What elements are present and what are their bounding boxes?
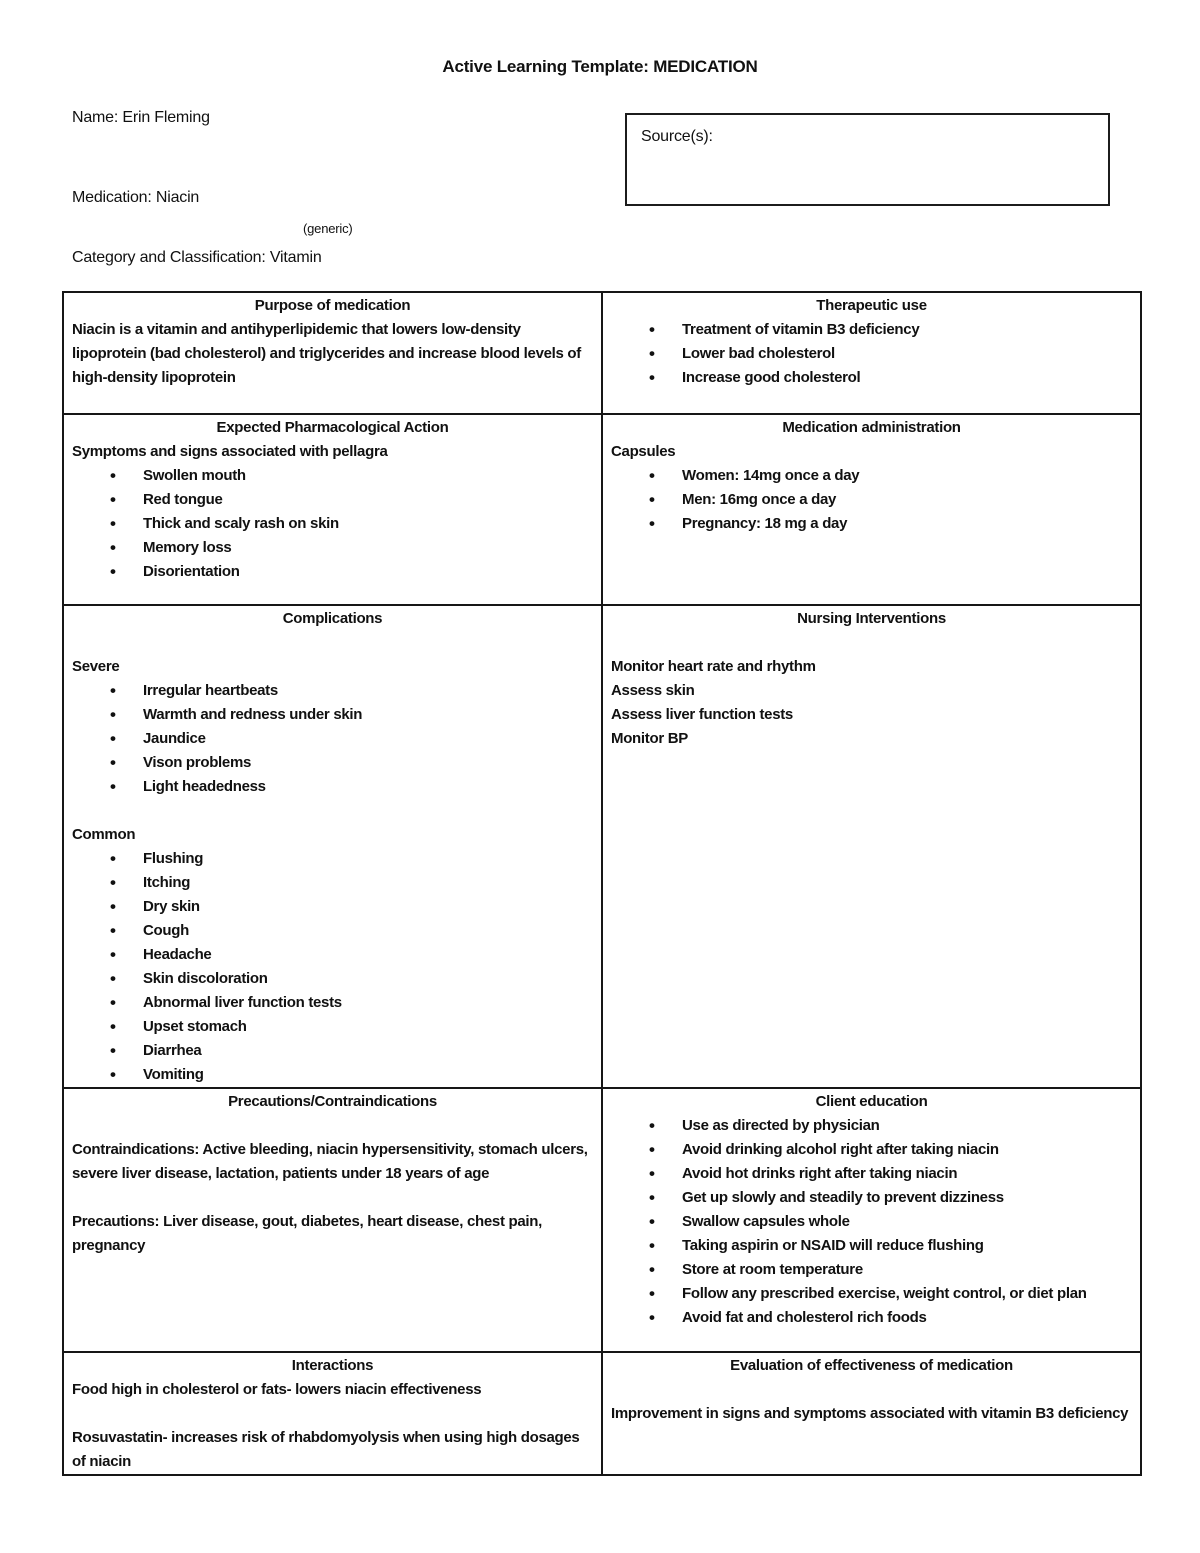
sources-box <box>625 113 1110 206</box>
precautions-contraindications-cell <box>63 1088 602 1352</box>
common-bullet-list <box>72 847 593 1087</box>
evaluation-body: Improvement in signs and symptoms associated with vitamin B3 deficiency <box>611 1405 1129 1422</box>
page-title: Active Learning Template: MEDICATION <box>442 57 758 76</box>
bullet-item: • Increase good cholesterol <box>649 366 1132 390</box>
bullet-item: • Irregular heartbeats <box>110 679 593 703</box>
precautions-heading: Precautions/Contraindications <box>228 1093 437 1110</box>
bullet-item: • Vomiting <box>110 1063 593 1087</box>
nursing-interventions-cell <box>602 605 1141 1088</box>
bullet-item: • Use as directed by physician <box>649 1114 1132 1138</box>
bullet-item: • Upset stomach <box>110 1015 593 1039</box>
pharm-action-heading: Expected Pharmacological Action <box>216 419 449 436</box>
bullet-item: • Flushing <box>110 847 593 871</box>
evaluation-cell <box>602 1352 1141 1475</box>
interactions-heading: Interactions <box>291 1357 374 1374</box>
evaluation-heading: Evaluation of effectiveness of medication <box>730 1357 1013 1374</box>
sources-label: Source(s): <box>641 128 713 145</box>
bullet-item: • Avoid drinking alcohol right after taking niacin <box>649 1138 1132 1162</box>
therapeutic-heading: Therapeutic use <box>816 297 927 314</box>
client-education-heading: Client education <box>815 1093 928 1110</box>
nursing-lines <box>611 655 1132 751</box>
common-label: Common <box>72 826 136 843</box>
bullet-item: • Vison problems <box>110 751 593 775</box>
therapeutic-use-cell <box>602 292 1141 414</box>
bullet-item: • Avoid fat and cholesterol rich foods <box>649 1306 1132 1330</box>
medication-administration-cell <box>602 414 1141 605</box>
nursing-line: Assess skin <box>611 682 695 699</box>
pharm-action-bullet-list <box>72 464 593 584</box>
bullet-item: • Follow any prescribed exercise, weight control, or diet plan <box>649 1282 1132 1306</box>
purpose-body: Niacin is a vitamin and antihyperlipidemic that lowers low-density lipoprotein (bad cholesterol) and triglycerides and increase blood levels of high-density lipoprotein <box>72 321 581 386</box>
severe-label: Severe <box>72 658 120 675</box>
bullet-item: • Avoid hot drinks right after taking niacin <box>649 1162 1132 1186</box>
bullet-item: • Store at room temperature <box>649 1258 1132 1282</box>
medication-name-line: Medication: Niacin <box>72 189 200 206</box>
contraindications-paragraph: Contraindications: Active bleeding, niacin hypersensitivity, stomach ulcers, severe liver disease, lactation, patients under 18 years of age <box>72 1141 588 1182</box>
pharm-action-lead: Symptoms and signs associated with pellagra <box>72 443 388 460</box>
bullet-item: • Warmth and redness under skin <box>110 703 593 727</box>
medication-table <box>62 291 1142 1476</box>
administration-lead: Capsules <box>611 443 676 460</box>
bullet-item: • Swallow capsules whole <box>649 1210 1132 1234</box>
bullet-item: • Memory loss <box>110 536 593 560</box>
precautions-paragraph: Precautions: Liver disease, gout, diabetes, heart disease, chest pain, pregnancy <box>72 1213 543 1254</box>
generic-label: (generic) <box>303 221 353 236</box>
interactions-line2: Rosuvastatin- increases risk of rhabdomyolysis when using high dosages of niacin <box>72 1429 580 1470</box>
student-name-line: Name: Erin Fleming <box>72 109 210 126</box>
purpose-heading: Purpose of medication <box>254 297 411 314</box>
bullet-item: • Itching <box>110 871 593 895</box>
interactions-cell <box>63 1352 602 1475</box>
purpose-of-medication-cell <box>63 292 602 414</box>
bullet-item: • Abnormal liver function tests <box>110 991 593 1015</box>
complications-heading: Complications <box>282 610 383 627</box>
bullet-item: • Men: 16mg once a day <box>649 488 1132 512</box>
administration-heading: Medication administration <box>782 419 961 436</box>
bullet-item: • Lower bad cholesterol <box>649 342 1132 366</box>
client-education-cell <box>602 1088 1141 1352</box>
nursing-line: Monitor BP <box>611 730 688 747</box>
bullet-item: • Headache <box>110 943 593 967</box>
complications-cell <box>63 605 602 1088</box>
bullet-item: • Thick and scaly rash on skin <box>110 512 593 536</box>
bullet-item: • Red tongue <box>110 488 593 512</box>
bullet-item: • Light headedness <box>110 775 593 799</box>
administration-bullet-list <box>611 464 1132 536</box>
bullet-item: • Cough <box>110 919 593 943</box>
bullet-item: • Taking aspirin or NSAID will reduce flushing <box>649 1234 1132 1258</box>
bullet-item: • Jaundice <box>110 727 593 751</box>
pharmacological-action-cell <box>63 414 602 605</box>
nursing-heading: Nursing Interventions <box>797 610 946 627</box>
bullet-item: • Treatment of vitamin B3 deficiency <box>649 318 1132 342</box>
bullet-item: • Skin discoloration <box>110 967 593 991</box>
client-education-bullet-list <box>611 1114 1132 1330</box>
nursing-line: Assess liver function tests <box>611 706 793 723</box>
severe-bullet-list <box>72 679 593 799</box>
bullet-item: • Pregnancy: 18 mg a day <box>649 512 1132 536</box>
therapeutic-bullet-list <box>611 318 1132 390</box>
category-classification-line: Category and Classification: Vitamin <box>72 249 322 266</box>
nursing-line: Monitor heart rate and rhythm <box>611 658 816 675</box>
bullet-item: • Diarrhea <box>110 1039 593 1063</box>
bullet-item: • Swollen mouth <box>110 464 593 488</box>
bullet-item: • Women: 14mg once a day <box>649 464 1132 488</box>
bullet-item: • Get up slowly and steadily to prevent dizziness <box>649 1186 1132 1210</box>
interactions-line1: Food high in cholesterol or fats- lowers niacin effectiveness <box>72 1381 482 1398</box>
bullet-item: • Dry skin <box>110 895 593 919</box>
bullet-item: • Disorientation <box>110 560 593 584</box>
